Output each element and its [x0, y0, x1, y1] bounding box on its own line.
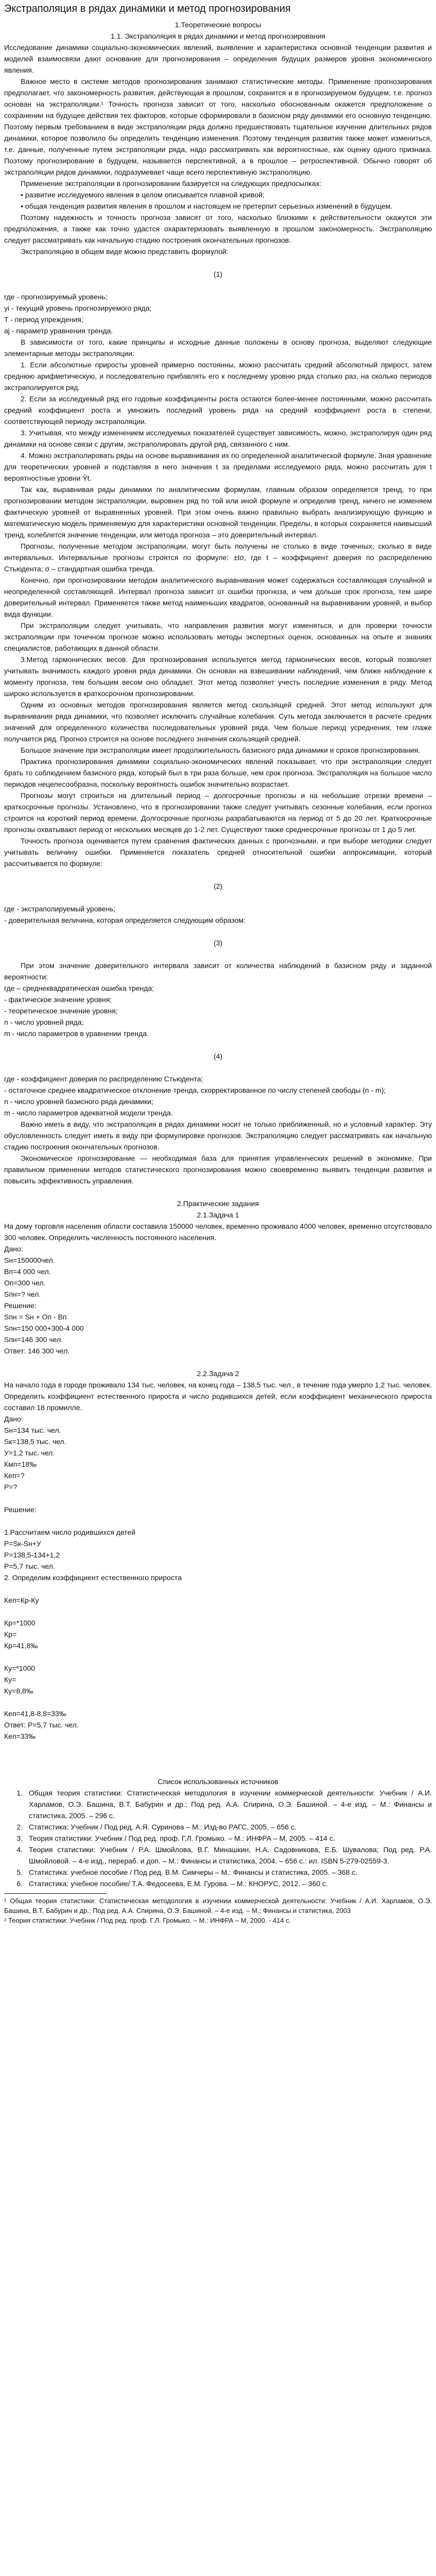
footnote-divider — [4, 1893, 107, 1894]
bullet-item: • развитие исследуемого явления в целом описывается плавной кривой; — [21, 191, 265, 199]
variable-definition: где – среднеквадратическая ошибка тренда; — [4, 984, 154, 992]
task-line: Кр=*1000 — [4, 1619, 36, 1627]
task-line: Sк=138,5 тыс. чел. — [4, 1437, 66, 1446]
paragraph: При этом значение доверительного интервала зависит от количества наблюдений в базисном ряду и заданной вероятности: — [4, 961, 432, 981]
task-line: Оп=300 чел. — [4, 1279, 46, 1287]
variable-definition: где - коэффициент доверия по распределению Стьюдента; — [4, 1075, 203, 1083]
paragraph: Поэтому надежность и точность прогноза зависят от того, насколько близкими к действительности окажутся эти предположения, а также как точно удастся охарактеризовать выявленную в прошлом закономерность. Экстраполяцию следует рассматривать как начальную стадию построения окончательных прогнозов. — [4, 213, 432, 244]
paragraph: Практика прогнозирования динамики социально-экономических явлений показывает, что при экстраполяции следует брать то соблюдением базисного ряда, который был в три раза больше, чем срок прогноза. Экстраполяция на большое число периодов нецелесообразна, поскольку вероятность ошибок значительно возрастает. — [4, 757, 432, 788]
variable-definition: m - число параметров адекватной модели тренда. — [4, 1109, 173, 1117]
footnote: ¹ Общая теория статистики: Статистическая методология в изучении коммерческой деятельности: Учебник / А.И. Харламов, О.Э. Башина, В.Т. Бабурин и др.; Под ред. А.А. Спирина, О.Э. Башиной. – 4-е изд. – М.: Финансы и статистика, 2003 — [4, 1897, 432, 1914]
paragraph: 4. Можно экстраполировать ряды на основе выравнивания их по определенной аналитической формуле. Зная уравнение для теоретических уровней и подставляя в него значения t за пределами исследуемого ряда, можно рассчитать для t вероятностные уровни Ŷt. — [4, 451, 432, 482]
task-line: Ку=8,8‰ — [4, 1687, 33, 1695]
task-line: Кеп=Кр-Ку — [4, 1596, 39, 1604]
task-line: Р=? — [4, 1483, 18, 1491]
paragraph: Так как, выравнивая ряды динамики по аналитическим формулам, главным образом определяется тренд, то при прогнозировании методом экстраполяции, выровнен ряд по той или иной формуле и определив тренд, ничего не изменяем фактическую уровней от выравненных уровней. При этом очень важно правильно выбрать анализирующую функцию и математическую модель применяемую для характеристики основной тенденции. Пределы, в которых сохраняется наивысший тренд, колеблется значение тенденции, или метода прогноза – это доверительный интервал. — [4, 485, 432, 539]
paragraph: 3.Метод гармонических весов. Для прогнозирования используется метод гармонических весов, который позволяет учитывать значимость каждого уровня ряда динамики. Он основан на взвешивании наблюдений, чем ближе наблюдение к моменту прогноза, тем большим весом оно обладает. Этот метод позволяет учесть последние изменения в ряду. Метод широко используется в краткосрочном прогнозировании. — [4, 655, 432, 698]
variable-definition: - фактическое значение уровня; — [4, 995, 112, 1004]
reference-item: 5. Статистика: учебное пособие / Под ред. В.М. Симчеры – М.: Финансы и статистика, 2005. – 368 с. — [25, 1867, 432, 1878]
paragraph: 3. Учитывая, что между изменением исследуемых показателей существует зависимость, можно, экстраполируя один ряд динамики на основе связи с другим, экстраполировать другой ряд, связанного с ним. — [4, 429, 432, 448]
task-line: Ку= — [4, 1675, 16, 1684]
task-line: Sн=134 тыс. чел. — [4, 1426, 61, 1434]
task-line: Ответ: 146 300 чел. — [4, 1347, 70, 1355]
variable-definition: aj - параметр уравнения тренда. — [4, 327, 113, 335]
reference-item: 2. Статистика: Учебник / Под ред. А.Я. Суринова – М.: Изд-во РАГС, 2005. – 656 с. — [25, 1821, 432, 1833]
task-line: Sн=150000чел. — [4, 1256, 55, 1264]
task-line: Вп=4 000 чел. — [4, 1267, 51, 1276]
equation-number: (4) — [213, 1052, 223, 1060]
references-list — [4, 1787, 432, 1889]
task-heading: 2.2.Задача 2 — [197, 1369, 239, 1378]
paragraph: В зависимости от того, какие принципы и исходные данные положены в основу прогноза, выделяют следующие элементарные методы экстраполяции: — [4, 338, 432, 358]
equation-number: (1) — [213, 270, 223, 278]
reference-item: 4. Теория статистики: Учебник / Р.А. Шмойлова, В.Г. Минашкин, Н.А. Садовникова, Е.Б. Шувалова; Под ред. Р.А. Шмойловой. – 4-е изд., перераб. и доп. – М.: Финансы и статистика, 2004. – 656 с.: ил. ISBN 5-279-02559-3. — [25, 1844, 432, 1867]
task-line: 1.Рассчитаем число родившихся детей — [4, 1528, 136, 1536]
task-heading: 2.1.Задача 1 — [197, 1211, 239, 1219]
equation-number: (2) — [213, 882, 223, 890]
variable-definition: n - число уровней ряда; — [4, 1018, 84, 1026]
paragraph: Точность прогноза оценивается путем сравнения фактических данных с прогнозными, и при выборе методики следует учитывать величину ошибки. Применяется показатель средней относительной ошибки аппроксимации, который рассчитывается по формуле: — [4, 837, 432, 868]
task-line: Sпн=146 300 чел. — [4, 1335, 63, 1344]
task-line: Ответ: Р=5,7 тыс. чел. — [4, 1721, 79, 1729]
task-line: 2. Определим коэффициент естественного прироста — [4, 1573, 182, 1582]
reference-item: 6. Статистика: учебное пособие/ Т.А. Федосеева, Е.М. Гурова. – М.: КНОРУС, 2012. – 360 с. — [25, 1878, 432, 1889]
reference-item: 3. Теория статистики: Учебник / Под ред. проф. Г.Л. Громыко. – М.: ИНФРА – М, 2005. – 414 с. — [25, 1833, 432, 1844]
section-heading: 2.Практические задания — [177, 1199, 259, 1208]
paragraph: Одним из основных методов прогнозирования является метод скользящей средней. Этот метод используют для выравнивания ряда динамики, что позволяет исключить случайные колебания. Суть метода заключается в расчете средних значений для определенного количества последовательных уровней ряда. Чем больше период усреднения, тем глаже получается ряд. Прогноз строится на основе последнего значения скользящей средней. — [4, 701, 432, 743]
paragraph: При экстраполяции следует учитывать, что направления развития могут изменяться, и для проверки точности экстраполяции при точечном прогнозе можно использовать методы экспертных оценок, основанных на опыте и знаниях специалистов, работающих в данной области. — [4, 621, 432, 652]
paragraph: 2. Если за исследуемый ряд его годовые коэффициенты роста остаются более-менее постоянными, можно рассчитать средний коэффициент роста и умножить последний уровень ряда на средний коэффициент роста в степени, соответствующей периоду экстраполяции. — [4, 395, 432, 426]
paragraph: Прогнозы, полученные методом экстраполяции, могут быть получены не столько в виде точечных, сколько в виде интервальных. Интервальные прогнозы строятся по формуле: ±tσ, где t – коэффициент доверия по распределению Стьюдента; σ – стандартная ошибка тренда. — [4, 542, 432, 573]
paragraph: Конечно, при прогнозировании методом аналитического выравнивания может содержаться составляющая случайной и неопределенной составляющей. Интервал прогноза зависит от ошибки прогноза, и чем дольше срок прогноза, тем шире доверительный интервал. Применяется также метод наименьших квадратов, основанный на выравнивании уровней, и выбор вида функции. — [4, 576, 432, 618]
paragraph: Важное место в системе методов прогнозирования занимают статистические методы. Применение прогнозирования предполагает, что закономерность развития, действующая в прошлом, сохранится и в прогнозируемом будущем, т.е. прогноз основан на экстраполяции.¹ Точность прогноза зависит от того, насколько обоснованным окажется предположение о сохранении на будущее действия тех факторов, которые сформировали в базисном ряду динамики его основную тенденцию. Поэтому первым требованием в виде экстраполяции ряда должно предшествовать тщательное изучение длительных рядов динамики, которое позволило бы определить тенденцию изменения. Поэтому тенденция развития также может измениться, т.е. данные, полученные путем экстраполяции ряда, надо рассматривать как вероятностные, как оценку одного признака. Поэтому прогнозирование в будущем, называется перспективной, а в прошлое – ретроспективной. Обычно говорят об экстраполяции рядов динамики, подразумевает чаще всего перспективную экстраполяцию. — [4, 77, 432, 176]
task-line: У=1,2 тыс. чел. — [4, 1449, 55, 1457]
task-line: Дано: — [4, 1245, 23, 1253]
task-line: Sпн=? чел. — [4, 1290, 41, 1298]
paragraph: Важно иметь в виду, что экстраполяция в рядах динамики носит не только приближенный, но и условный характер. Эту обусловленность следует иметь в виду при формулировке прогнозов. Экстраполяцию следует рассматривать как начальную стадию построения окончательных прогнозов. — [4, 1120, 432, 1151]
footnote: ² Теория статистики: Учебник / Под ред. проф. Г.Л. Громыко. – М.: ИНФРА – М, 2000. - 414 с. — [4, 1917, 291, 1924]
task-line: Дано: — [4, 1415, 23, 1423]
task-text: На дому торговля населения области составила 150000 человек, временно проживало 4000 человек, временно отсутствовало 300 человек. Определить численность постоянного населения. — [4, 1222, 432, 1242]
task-line: Решение: — [4, 1301, 37, 1310]
task-line: Sпн = Sн + Оп - Вп — [4, 1313, 67, 1321]
paragraph: Большое значение при экстраполяции имеет продолжительность базисного ряда динамики и сроков прогнозирования. — [21, 746, 421, 754]
variable-definition: m - число параметров в уравнении тренда. — [4, 1029, 149, 1038]
task-line: Р=138,5-134+1,2 — [4, 1551, 60, 1559]
variable-definition: - доверительная величина, которая определяется следующим образом: — [4, 916, 246, 924]
variable-definition: где - прогнозируемый уровень; — [4, 293, 108, 301]
paragraph: 1. Если абсолютные приросты уровней примерно постоянны, можно рассчитать средний абсолютный прирост, затем среднюю арифметическую, и последовательно прибавлять его к последнему уровню ряда столько раз, на сколько периодов экстраполируется ряд. — [4, 361, 432, 392]
task-line: Кеп=33‰ — [4, 1732, 36, 1740]
paragraph: Исследование динамики социально-экономических явлений, выявление и характеристика основной тенденции развития и моделей взаимосвязи дают основание для прогнозирования – определения будущих размеров уровня экономического явления. — [4, 43, 432, 74]
document-title: Экстраполяция в рядах динамики и метод прогнозирования — [4, 3, 291, 14]
variable-definition: T - период упреждения; — [4, 315, 83, 324]
bullet-item: • общая тенденция развития явления в прошлом и настоящем не претерпит серьезных изменений в будущем. — [21, 202, 393, 210]
task-line: Кмп=18‰ — [4, 1460, 37, 1468]
variable-definition: - теоретическое значение уровня; — [4, 1007, 118, 1015]
paragraph: Экстраполяцию в общем виде можно представить формулой: — [21, 247, 229, 256]
variable-definition: где - экстраполируемый уровень; — [4, 905, 116, 913]
task-text: На начало года в городе проживало 134 тыс. человек, на конец года – 138,5 тыс. чел., в течение года умерло 1,2 тыс. человек. Определить коэффициент естественного прироста и число родившихся детей, если коэффициент механического прироста составил 18 промилле. — [4, 1381, 432, 1412]
task-line: Sпн=150 000+300-4 000 — [4, 1324, 84, 1332]
variable-definition: yi - текущий уровень прогнозируемого ряда; — [4, 304, 152, 312]
task-line: Р=5,7 тыс. чел. — [4, 1562, 55, 1570]
task-line: Ку=*1000 — [4, 1664, 35, 1672]
subsection-heading: 1.1. Экстраполяция в рядах динамики и метод прогнозирования — [111, 32, 325, 40]
reference-item: 1. Общая теория статистики: Статистическая методология в изучении коммерческой деятельности: Учебник / А.И. Харламов, О.Э. Башина, В.Т. Бабурин и др.; Под ред. А.А. Спирина, О.Э. Башиной. – 4-е изд. – М.: Финансы и статистика, 2005. – 296 с. — [25, 1787, 432, 1821]
paragraph: Прогнозы могут строиться на длительный период – долгосрочные прогнозы и на небольшие отрезки времени – краткосрочные прогнозы. Установлено, что в прогнозировании также следует учитывать сезонные колебания, если прогноз строится на короткий период времени. Долгосрочные прогнозы разрабатываются на период от 5 до 20 лет. Краткосрочные прогнозы охватывают период от нескольких месяцев до 1-2 лет. Существуют также среднесрочные прогнозы от 1 до 5 лет. — [4, 791, 432, 834]
task-line: Решение: — [4, 1505, 37, 1514]
task-line: Кеп=? — [4, 1471, 25, 1480]
variable-definition: n - число уровней базисного ряда динамики; — [4, 1097, 153, 1106]
section-heading: 1.Теоретические вопросы — [175, 21, 261, 29]
task-line: Кеп=41,8-8,8=33‰ — [4, 1709, 66, 1718]
equation-number: (3) — [213, 939, 223, 947]
paragraph: Применение экстраполяции в прогнозировании базируется на следующих предпосылках: — [21, 179, 322, 188]
references-heading: Список использованных источников — [158, 1777, 278, 1786]
document-body — [0, 16, 436, 1936]
variable-definition: - остаточное среднее квадратическое отклонение тренда, скорректированное по числу степеней свободы (n - m); — [4, 1086, 386, 1094]
task-line: Р=Sк-Sн+У — [4, 1539, 41, 1548]
paragraph: Экономическое прогнозирование — необходимая база для принятия управленческих решений в экономике. При правильном применении методов статистического прогнозирования можно своевременно выявить тенденции развития и повысить эффективность управления. — [4, 1154, 432, 1185]
task-line: Кр= — [4, 1630, 17, 1638]
task-line: Кр=41,8‰ — [4, 1641, 38, 1650]
